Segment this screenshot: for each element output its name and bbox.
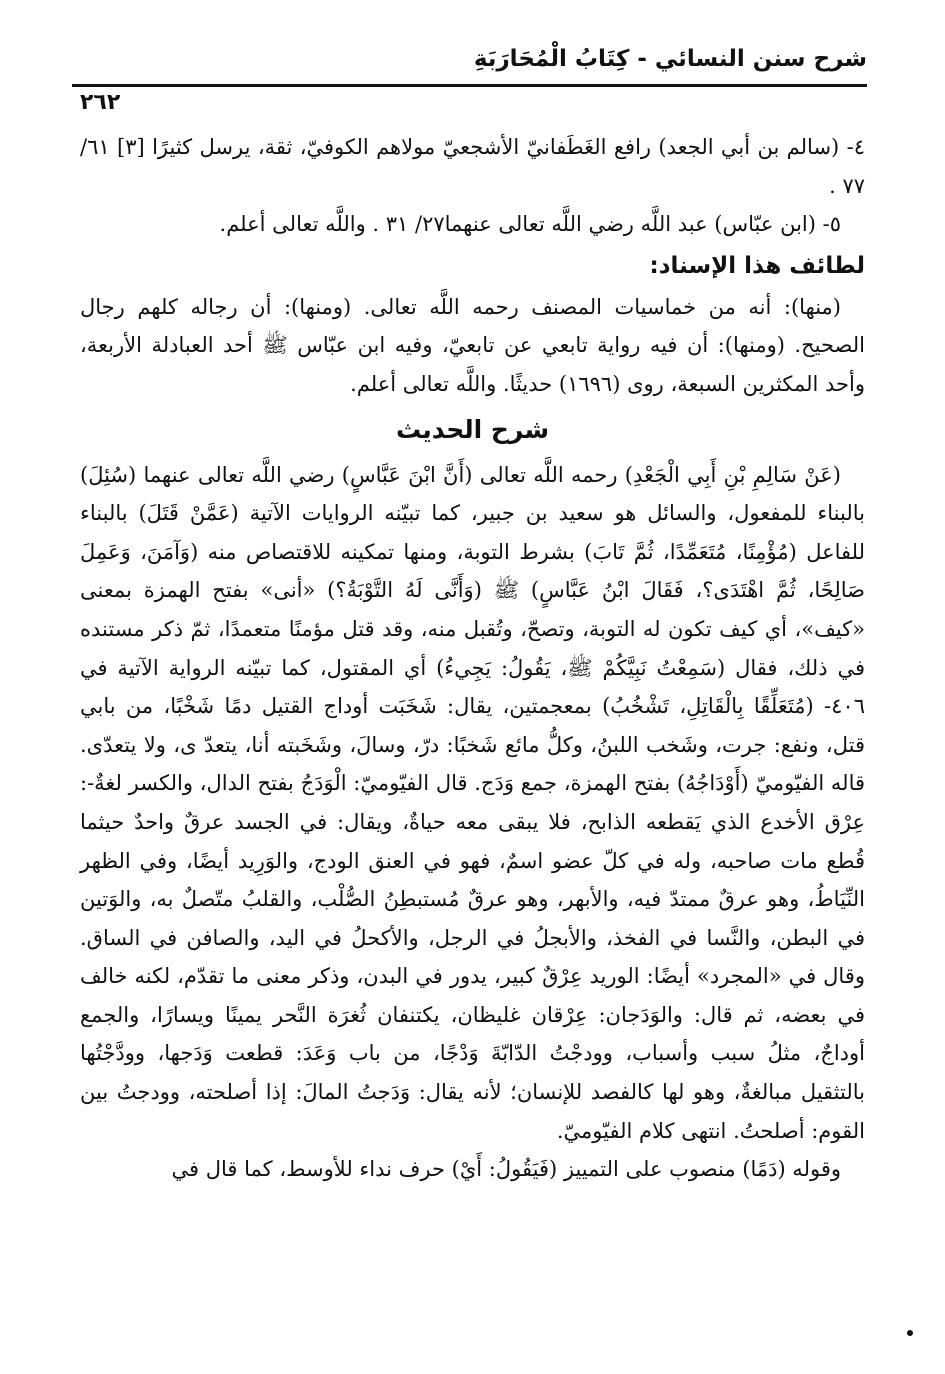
narrator-entry-4: ٤- (سالم بن أبي الجعد) رافع الغَطَفانيّ الأشجعيّ مولاهم الكوفيّ، ثقة، يرسل كثيرًا [٣] ٦١/ ٧٧ . xyxy=(80,135,865,198)
running-header xyxy=(72,44,867,115)
footer-dot xyxy=(907,1330,913,1336)
isnad-heading: لطائف هذا الإسناد: xyxy=(649,252,865,279)
isnad-text: (منها): أنه من خماسيات المصنف رحمه اللَّه تعالى. (ومنها): أن رجاله كلهم رجال الصحيح. (ومنها): أن فيه رواية تابعي عن تابعيّ، وفيه ابن عبّاس ﷺ أحد العبادلة الأربعة، وأحد المكثرين السبعة، روى (١٦٩٦) حديثًا. واللَّه تعالى أعلم. xyxy=(80,294,865,396)
hadith-paragraph: وقوله (دَمًا) منصوب على التمييز (فَيَقُولُ: أَيْ) حرف نداء للأوسط، كما قال في xyxy=(171,1157,841,1182)
header-title: شرح سنن النسائي - كِتَابُ الْمُحَارَبَةِ xyxy=(473,46,867,72)
body-text xyxy=(80,128,865,1189)
header-rule xyxy=(72,84,867,87)
narrator-entry-5: ٥- (ابن عبّاس) عبد اللَّه رضي اللَّه تعالى عنهما٢٧/ ٣١ . واللَّه تعالى أعلم. xyxy=(219,212,841,237)
hadith-section-title: شرح الحديث xyxy=(395,414,550,444)
hadith-paragraph: (عَنْ سَالِمِ بْنِ أَبِي الْجَعْدِ) رحمه اللَّه تعالى (أَنَّ ابْنَ عَبَّاسٍ) رضي اللَّه تعالى عنهما (سُئِلَ) بالبناء للمفعول، والسائل هو سعيد بن جبير، كما تبيّنه الروايات الآتية (عَمَّنْ قَتَلَ) بالبناء للفاعل (مُؤْمِنًا، مُتَعَمِّدًا، ثُمَّ تَابَ) بشرط التوبة، ومنها تمكينه للاقتصاص منه (وَآمَنَ، وَعَمِلَ صَالِحًا، ثُمَّ اهْتَدَى؟، فَقَالَ ابْنُ عَبَّاسٍ) ﷺ (وَأَنَّى لَهُ التَّوْبَةُ؟) «أنى» بفتح الهمزة بمعنى «كيف»، أي كيف تكون له التوبة، وتصحّ، وتُقبل منه، وقد قتل مؤمنًا متعمدًا، ثمّ ذكر مستنده في ذلك، فقال (سَمِعْتُ نَبِيَّكُمْ ﷺ، يَقُولُ: يَجِيءُ) أي المقتول، كما تبيّنه الرواية الآتية في ٤٠٦- (مُتَعَلِّقًا بِالْقَاتِلِ، تَشْخُبُ) بمعجمتين، يقال: شَخَبَت أوداج القتيل دمًا شَخْبًا، من بابي قتل، ونفع: جرت، وشَخب اللبنُ، وكلُّ مائع شَخبًا: درّ، وسالَ، وشَخَبته أنا، يتعدّ ى، ولا يتعدّى. قاله الفيّوميّ (أَوْدَاجُهُ) بفتح الهمزة، جمع وَدَج. قال الفيّوميّ: الْوَدَجُ بفتح الدال، والكسر لغةٌ-: عِرْق الأخدع الذي يَقطعه الذابح، فلا يبقى معه حياةٌ، ويقال: في الجسد عرقٌ واحدٌ حيثما قُطع مات صاحبه، وله في كلّ عضو اسمٌ، فهو في العنق الودج، والوَرِيد أيضًا، وفي الظهر النِّيَاطُ، وهو عرقٌ ممتدّ فيه، والأبهر، وهو عرقٌ مُستبطِنُ الصُّلْب، والقلبُ متّصلٌ به، والوَتين في البطن، والنَّسا في الفخذ، والأبجلُ في الرجل، والأكحلُ في اليد، والصافن في الساق. وقال في «المجرد» أيضًا: الوريد عِرْقٌ كبير، يدور في البدن، وذكر معنى ما تقدّم، لكنه خالف في بعضه، ثم قال: والوَدَجان: عِرْقان غليظان، يكتنفان ثُغرَة النَّحر يمينًا ويسارًا، والجمع أوداجٌ، مثلُ سبب وأسباب، وودجْتُ الدّابّةَ وَدْجًا، من باب وَعَدَ: قطعت وَدَجها، وودَّجْتُها بالتثقيل مبالغةٌ، وهو لها كالفصد للإنسان؛ لأنه يقال: وَدَجتُ المالَ: إذا أصلحته، وودجتُ بين القوم: أصلحتُ. انتهى كلام الفيّوميّ. xyxy=(80,462,865,1143)
page-number: ٢٦٢ xyxy=(72,90,128,115)
